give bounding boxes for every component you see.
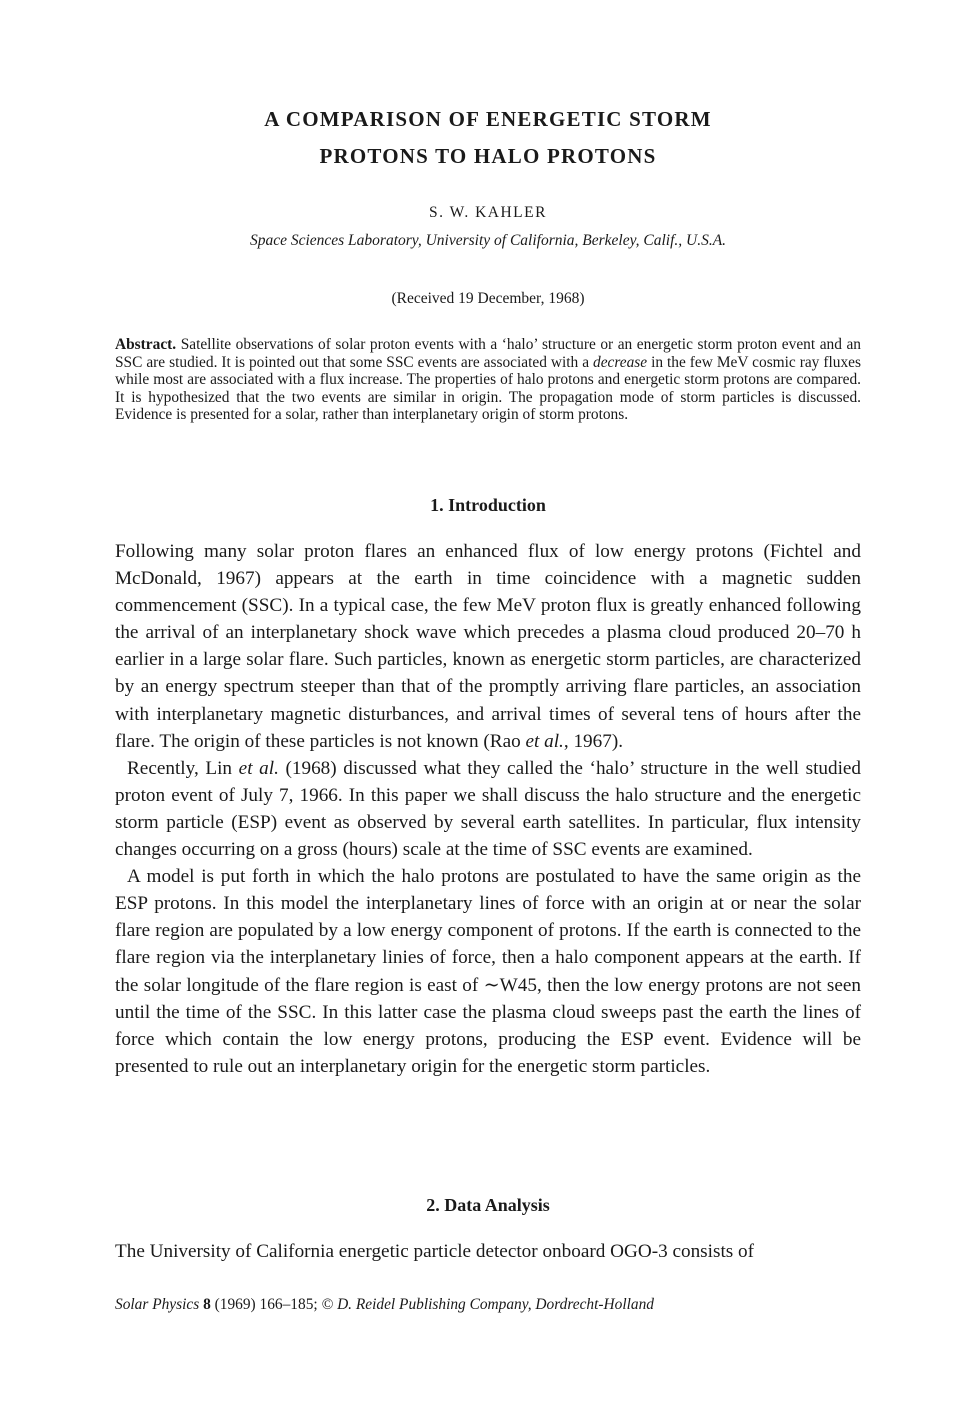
intro-p2-text-start: Recently, Lin: [127, 757, 233, 779]
received-date: (Received 19 December, 1968): [391, 290, 585, 307]
intro-paragraph-2: [115, 755, 861, 863]
journal-citation: (1969) 166–185;: [214, 1296, 318, 1313]
author-affiliation: Space Sciences Laboratory, University of California, Berkeley, Calif., U.S.A.: [249, 232, 727, 249]
journal-name: Solar Physics: [115, 1296, 200, 1313]
intro-p2-citation-etal: et al.: [238, 757, 279, 779]
abstract: [115, 336, 861, 424]
publisher-line: © D. Reidel Publishing Company, Dordrecht-Holland: [321, 1296, 654, 1313]
section-heading-data-analysis: 2. Data Analysis: [426, 1195, 550, 1215]
journal-volume: 8: [203, 1296, 211, 1313]
intro-p1-text-end: , 1967).: [563, 730, 624, 752]
introduction-body: [115, 538, 861, 1080]
abstract-text-part-1: Satellite observations of solar proton events with a ‘halo’ structure or an energetic storm proton event and an SSC are studied. It is pointed out that some SSC events are associated with a: [115, 336, 861, 371]
journal-footer: [115, 1296, 861, 1314]
paper-title-line-2: PROTONS TO HALO PROTONS: [319, 144, 657, 168]
section-heading-introduction: 1. Introduction: [430, 495, 546, 515]
intro-paragraph-3: A model is put forth in which the halo protons are postulated to have the same origin as the ESP protons. In this model the interplanetary lines of force with an origin at or near the solar flare region are populated by a low energy component of protons. If the earth is connected to the flare region via the interplanetary linies of force, then a halo component appears at the earth. If the solar longitude of the flare region is east of ∼W45, then the low energy protons are not seen until the time of the SSC. In this latter case the plasma cloud sweeps past the earth the lines of force which contain the low energy protons, producing the ESP event. Evidence will be presented to rule out an interplanetary origin for the energetic storm particles.: [115, 866, 861, 1077]
paper-title-line-1: A COMPARISON OF ENERGETIC STORM: [264, 107, 712, 131]
intro-p1-text: Following many solar proton flares an enhanced flux of low energy protons (Fichtel and McDonald, 1967) appears at the earth in time coincidence with a magnetic sudden commencement (SSC). In a typical case, the few MeV proton flux is greatly enhanced following the arrival of an interplanetary shock wave which precedes a plasma cloud produced 20–70 h earlier in a large solar flare. Such particles, known as energetic storm particles, are characterized by an energy spectrum steeper than that of the promptly arriving flare particles, an association with interplanetary magnetic disturbances, and arrival times of several tens of hours after the flare. The origin of these particles is not known (Rao: [115, 541, 861, 752]
intro-p2-text: (1968) discussed what they called the ‘halo’ structure in the well studied proton event of July 7, 1966. In this paper we shall discuss the halo structure and the energetic storm particle (ESP) event as observed by several earth satellites. In particular, flux intensity changes occurring on a gross (hours) scale at the time of SSC events are examined.: [115, 757, 862, 861]
abstract-label: Abstract.: [115, 336, 177, 353]
abstract-emphasis: decrease: [593, 353, 648, 371]
intro-paragraph-1: [115, 541, 861, 752]
abstract-text-part-2: in the few MeV cosmic ray fluxes while most are associated with a flux increase. The properties of halo protons and energetic storm protons are compared. It is hypothesized that the two events are similar in origin. The propagation mode of storm particles is discussed. Evidence is presented for a solar, rather than interplanetary origin of storm protons.: [115, 353, 861, 424]
intro-p1-citation-etal: et al.: [525, 730, 564, 752]
data-analysis-paragraph-1: The University of California energetic particle detector onboard OGO-3 consists of: [115, 1241, 755, 1262]
author-name: S. W. KAHLER: [429, 204, 547, 221]
